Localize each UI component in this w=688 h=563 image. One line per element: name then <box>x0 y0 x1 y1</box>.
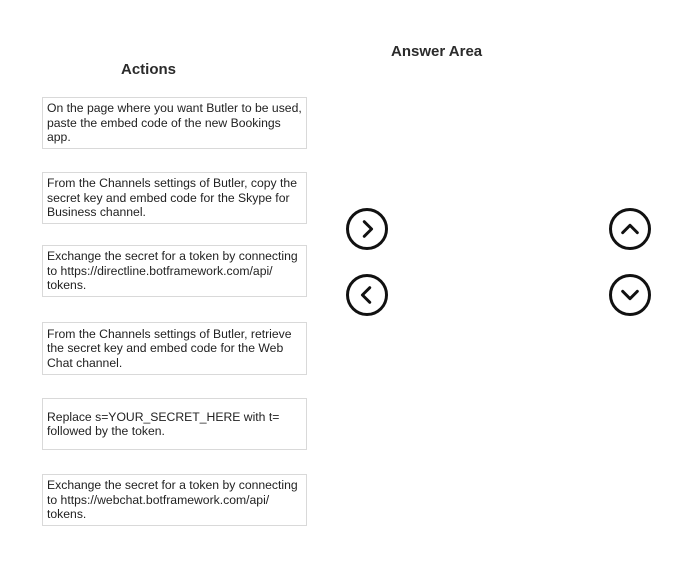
action-item-text: On the page where you want Butler to be used, paste the embed code of the new Bookings app. <box>47 101 302 145</box>
move-up-button[interactable] <box>609 208 651 250</box>
action-item-text: Exchange the secret for a token by connecting to https://webchat.botframework.com/api/ tokens. <box>47 478 298 522</box>
move-down-button[interactable] <box>609 274 651 316</box>
move-left-button[interactable] <box>346 274 388 316</box>
action-item-6[interactable] <box>42 474 307 526</box>
action-item-text: Replace s=YOUR_SECRET_HERE with t= followed by the token. <box>47 409 280 438</box>
action-item-text: From the Channels settings of Butler, retrieve the secret key and embed code for the Web Chat channel. <box>47 326 292 370</box>
chevron-down-icon <box>619 284 641 306</box>
chevron-left-icon <box>356 284 378 306</box>
answer-area <box>400 80 580 530</box>
action-item-4[interactable] <box>42 322 307 375</box>
actions-heading: Actions <box>121 61 177 78</box>
chevron-right-icon <box>356 218 378 240</box>
action-item-text: Exchange the secret for a token by connecting to https://directline.botframework.com/api/ tokens. <box>47 249 298 293</box>
action-item-5[interactable] <box>42 398 307 450</box>
chevron-up-icon <box>619 218 641 240</box>
action-item-3[interactable] <box>42 245 307 297</box>
action-item-1[interactable] <box>42 97 307 149</box>
answer-area-heading: Answer Area <box>391 43 483 60</box>
action-item-2[interactable] <box>42 172 307 224</box>
action-item-text: From the Channels settings of Butler, copy the secret key and embed code for the Skype for Business channel. <box>47 176 297 220</box>
move-right-button[interactable] <box>346 208 388 250</box>
